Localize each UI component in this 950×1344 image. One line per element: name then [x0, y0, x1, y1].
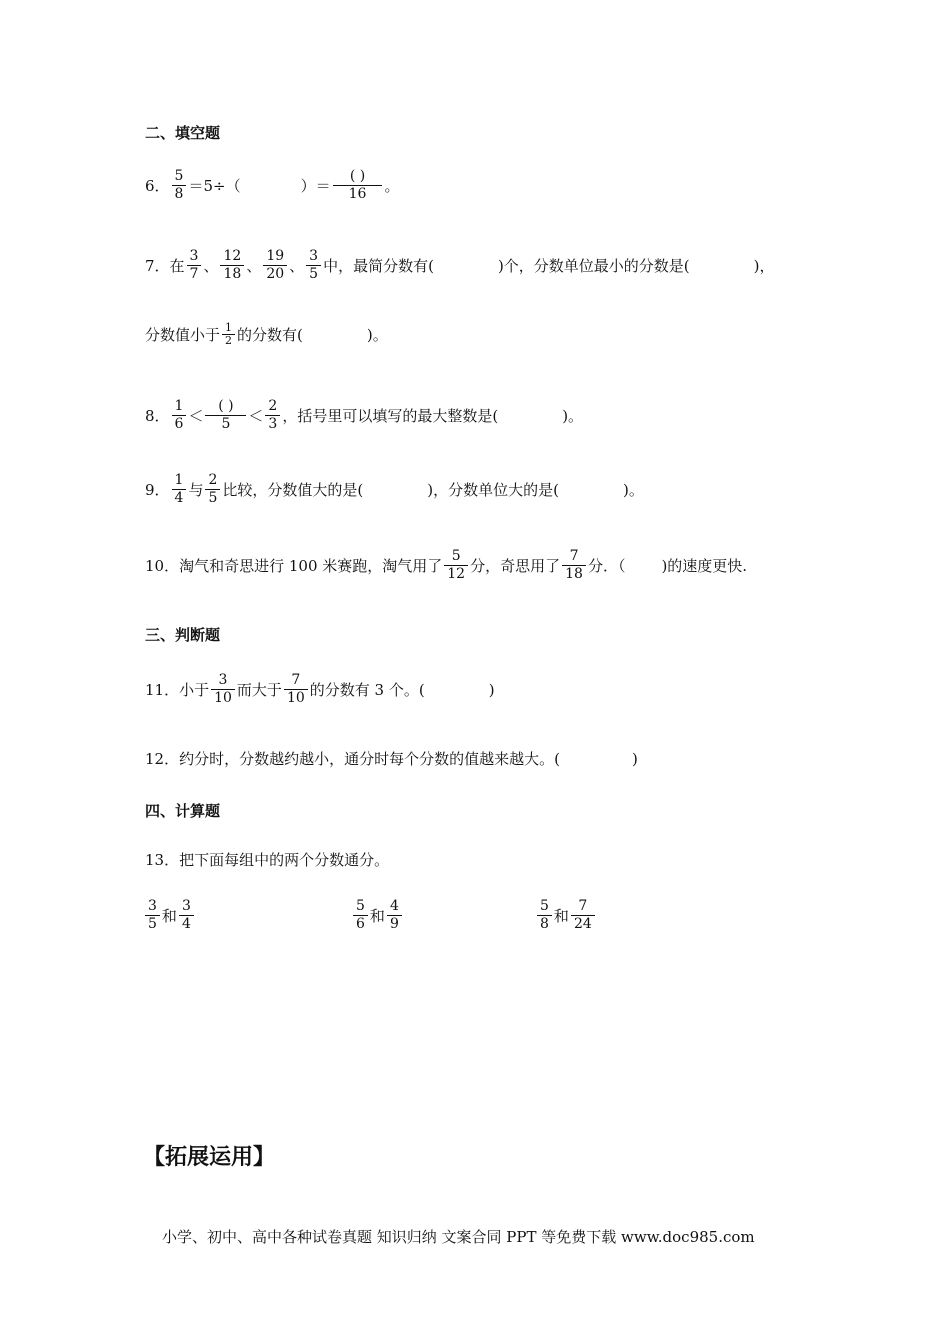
fraction: $\frac{3}{5}$	[306, 248, 321, 283]
question-number: 9．	[145, 481, 170, 499]
fraction: $\frac{7}{18}$	[562, 548, 586, 583]
question-number: 6．	[145, 177, 170, 195]
fraction: $\frac{12}{18}$	[220, 248, 244, 283]
fraction: $\frac{3}{5}$	[145, 898, 160, 933]
fraction: $\frac{7}{24}$	[571, 898, 595, 933]
fraction-pair-3: $\frac{5}{8}$ 和 $\frac{7}{24}$	[535, 898, 597, 933]
question-10: 10．淘气和奇思进行 100 米赛跑，淘气用了 $\frac{5}{12}$ 分，奇思用了 $\frac{7}{18}$ 分．（ )的速度更快.	[145, 548, 748, 582]
fraction: $\frac{3}{4}$	[179, 898, 194, 933]
fraction: $\frac{1}{6}$	[172, 398, 187, 433]
question-number: 7．在	[145, 257, 185, 275]
fraction: $\frac{19}{20}$	[263, 248, 287, 283]
question-7-line-2: 分数值小于 $\frac{1}{2}$ 的分数有( )。	[145, 321, 388, 347]
fraction-pair-2: $\frac{5}{6}$ 和 $\frac{4}{9}$	[351, 898, 404, 933]
question-8: 8． $\frac{1}{6}$ ＜ $\frac{( )}{5}$ ＜ $\frac{2}{3}$ ，括号里可以填写的最大整数是( )。	[145, 398, 584, 432]
fraction-blank[interactable]: $\frac{( )}{5}$	[205, 398, 246, 433]
fraction: $\frac{2}{5}$	[205, 472, 220, 507]
fraction: $\frac{1}{4}$	[172, 472, 187, 507]
fraction: $\frac{5}{8}$	[172, 168, 187, 203]
footer-text: 小学、初中、高中各种试卷真题 知识归纳 文案合同 PPT 等免费下载 www.doc985.com	[162, 1228, 755, 1246]
fraction: $\frac{5}{6}$	[353, 898, 368, 933]
section-heading-judge: 三、判断题	[145, 626, 221, 644]
fraction: $\frac{3}{10}$	[211, 672, 235, 707]
question-11: 11．小于 $\frac{3}{10}$ 而大于 $\frac{7}{10}$ 的分数有 3 个。( )	[145, 672, 495, 706]
question-6: 6． $\frac{5}{8}$ ＝5÷（ ）＝ $\frac{( )}{16}$ 。	[145, 168, 400, 202]
question-13: 13．把下面每组中的两个分数通分。	[145, 851, 390, 869]
question-12: 12．约分时，分数越约越小，通分时每个分数的值越来越大。( )	[145, 749, 638, 768]
fraction: $\frac{5}{12}$	[444, 548, 468, 583]
fraction: $\frac{1}{2}$	[222, 322, 235, 347]
fraction-blank[interactable]: $\frac{( )}{16}$	[333, 168, 383, 203]
extension-heading: 【拓展运用】	[143, 1145, 276, 1170]
question-number: 8．	[145, 407, 170, 425]
fraction: $\frac{2}{3}$	[265, 398, 280, 433]
fraction: $\frac{4}{9}$	[387, 898, 402, 933]
fraction: $\frac{7}{10}$	[284, 672, 308, 707]
section-heading-fill: 二、填空题	[145, 124, 221, 142]
fraction: $\frac{5}{8}$	[537, 898, 552, 933]
section-heading-calc: 四、计算题	[145, 802, 221, 820]
fraction: $\frac{3}{7}$	[187, 248, 202, 283]
question-7: 7．在 $\frac{3}{7}$ 、 $\frac{12}{18}$ 、 $\frac{19}{20}$ 、 $\frac{3}{5}$ 中，最简分数有( )个，分数单位最小的分数是( )，	[145, 248, 775, 282]
fraction-pair-1: $\frac{3}{5}$ 和 $\frac{3}{4}$	[143, 898, 196, 933]
question-9: 9． $\frac{1}{4}$ 与 $\frac{2}{5}$ 比较，分数值大的是( )，分数单位大的是( )。	[145, 472, 644, 506]
